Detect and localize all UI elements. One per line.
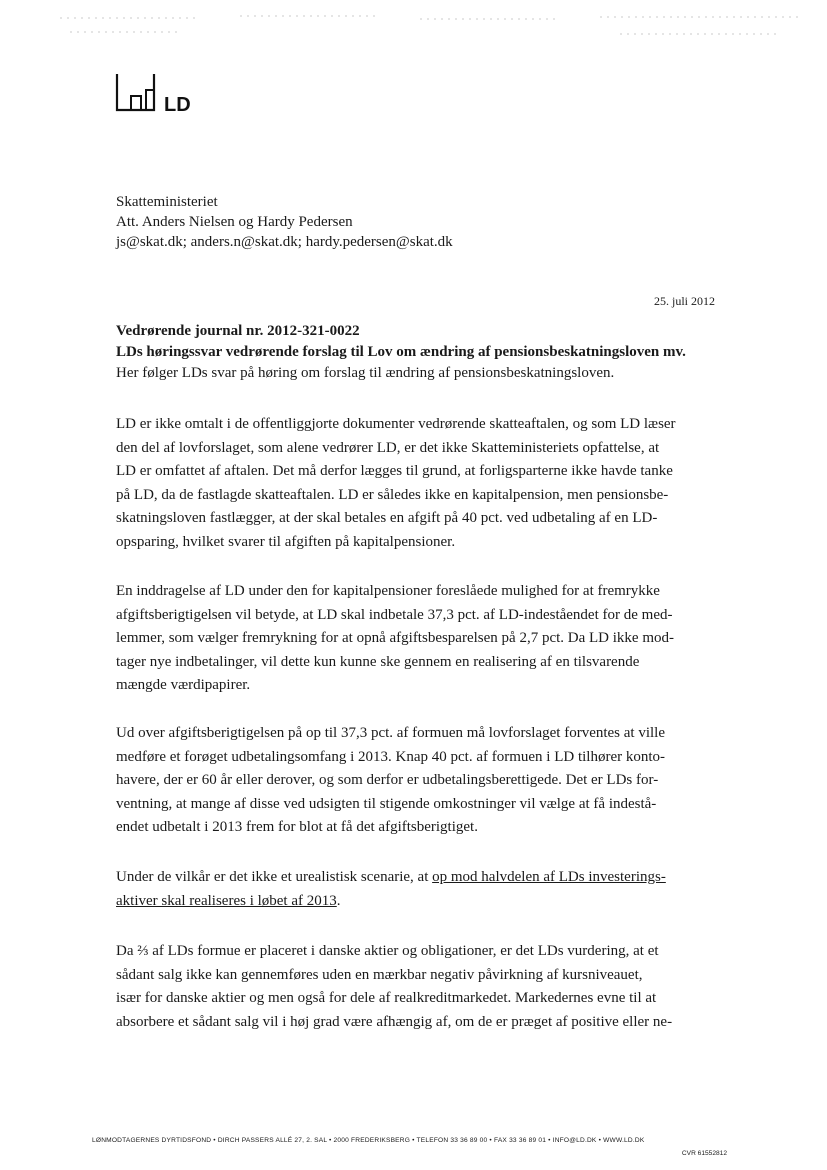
paragraph-line: LD er ikke omtalt i de offentliggjorte dokumenter vedrørende skatteaftalen, og som LD læser bbox=[116, 416, 676, 432]
paragraph-line: LD er omfattet af aftalen. Det må derfor lægges til grund, at forligsparterne ikke havde tanke bbox=[116, 463, 673, 479]
recipient-attention: Att. Anders Nielsen og Hardy Pedersen bbox=[116, 214, 353, 230]
ld-logo-mark bbox=[114, 72, 224, 122]
paragraph-line: medføre et forøget udbetalingsomfang i 2013. Knap 40 pct. af formuen i LD tilhører konto- bbox=[116, 748, 666, 765]
subject-block bbox=[116, 321, 736, 384]
cvr-number: CVR 61552812 bbox=[681, 1150, 727, 1157]
paragraph-line: mængde værdipapirer. bbox=[116, 677, 251, 693]
paragraph-3 bbox=[116, 722, 726, 840]
paragraph-line: på LD, da de fastlagde skatteaftalen. LD er således ikke en kapitalpension, men pensionsbe- bbox=[116, 486, 669, 503]
paragraph-5 bbox=[116, 940, 726, 1034]
underlined-text: op mod halvdelen af LDs investerings- bbox=[432, 869, 666, 885]
letterhead-footer: LØNMODTAGERNES DYRTIDSFOND • DIRCH PASSERS ALLÉ 27, 2. SAL • 2000 FREDERIKSBERG • TELEFON 33 36 89 00 • FAX 33 36 89 01 • INFO@LD.DK • WWW.LD.DK bbox=[92, 1137, 645, 1144]
paragraph-line: lemmer, som vælger fremrykning for at opnå afgiftsbesparelsen på 2,7 pct. Da LD ikke mod- bbox=[116, 630, 674, 646]
subject-title: LDs høringssvar vedrørende forslag til Lov om ændring af pensionsbeskatningsloven mv. bbox=[116, 344, 686, 360]
paragraph-line: ventning, at mange af disse ved udsigten til stigende omkostninger vil vælge at få indestå- bbox=[116, 795, 657, 812]
paragraph-line: den del af lovforslaget, som alene vedrører LD, er det ikke Skatteministeriets opfattelse, at bbox=[116, 439, 660, 456]
paragraph-line: havere, der er 60 år eller derover, og som derfor er udbetalingsberettigede. Det er LDs for- bbox=[116, 772, 659, 788]
recipient-emails: js@skat.dk; anders.n@skat.dk; hardy.pedersen@skat.dk bbox=[116, 234, 453, 250]
underlined-text: aktiver skal realiseres i løbet af 2013 bbox=[116, 892, 337, 909]
paragraph-line: sådant salg ikke kan gennemføres uden en mærkbar negativ påvirkning af kursniveauet, bbox=[116, 966, 643, 983]
paragraph-line: endet udbetalt i 2013 frem for blot at få det afgiftsberigtiget. bbox=[116, 819, 478, 835]
paragraph-line bbox=[116, 866, 726, 890]
paragraph-4 bbox=[116, 866, 726, 913]
letter-date: 25. juli 2012 bbox=[653, 294, 715, 308]
paragraph-line: skatningsloven fastlægger, at der skal betales en afgift på 40 pct. ved udbetaling af en LD- bbox=[116, 510, 658, 526]
paragraph-text: . bbox=[336, 892, 341, 909]
recipient-block bbox=[116, 192, 453, 252]
paragraph-line: opsparing, hvilket svarer til afgiften på kapitalpensioner. bbox=[116, 533, 456, 550]
paragraph-2 bbox=[116, 580, 726, 698]
journal-reference: Vedrørende journal nr. 2012-321-0022 bbox=[116, 323, 360, 339]
paragraph-line bbox=[116, 890, 726, 914]
paragraph-line: absorbere et sådant salg vil i høj grad være afhængig af, om de er præget af positive eller ne- bbox=[116, 1013, 673, 1030]
paragraph-line: afgiftsberigtigelsen vil betyde, at LD skal indbetale 37,3 pct. af LD-indeståendet for de med- bbox=[116, 606, 673, 623]
paragraph-line: tager nye indbetalinger, vil dette kun kunne ske gennem en realisering af en tilsvarende bbox=[116, 653, 640, 670]
logo-text: LD bbox=[164, 94, 191, 116]
paragraph-line: En inddragelse af LD under den for kapitalpensioner foreslåede mulighed for at fremrykke bbox=[116, 583, 660, 599]
subject-intro: Her følger LDs svar på høring om forslag til ændring af pensionsbeskatningsloven. bbox=[116, 365, 615, 381]
ld-logo bbox=[114, 72, 224, 122]
paragraph-text: Under de vilkår er det ikke et urealistisk scenarie, at bbox=[116, 869, 433, 885]
paragraph-line: Da ⅔ af LDs formue er placeret i danske aktier og obligationer, er det LDs vurdering, at et bbox=[116, 943, 659, 959]
paragraph-line: især for danske aktier og men også for dele af realkreditmarkedet. Markedernes evne til at bbox=[116, 990, 657, 1006]
paragraph-1 bbox=[116, 413, 726, 554]
recipient-name: Skatteministeriet bbox=[116, 194, 218, 210]
scan-noise bbox=[0, 10, 827, 40]
paragraph-line: Ud over afgiftsberigtigelsen på op til 37,3 pct. af formuen må lovforslaget forventes at ville bbox=[116, 725, 666, 741]
